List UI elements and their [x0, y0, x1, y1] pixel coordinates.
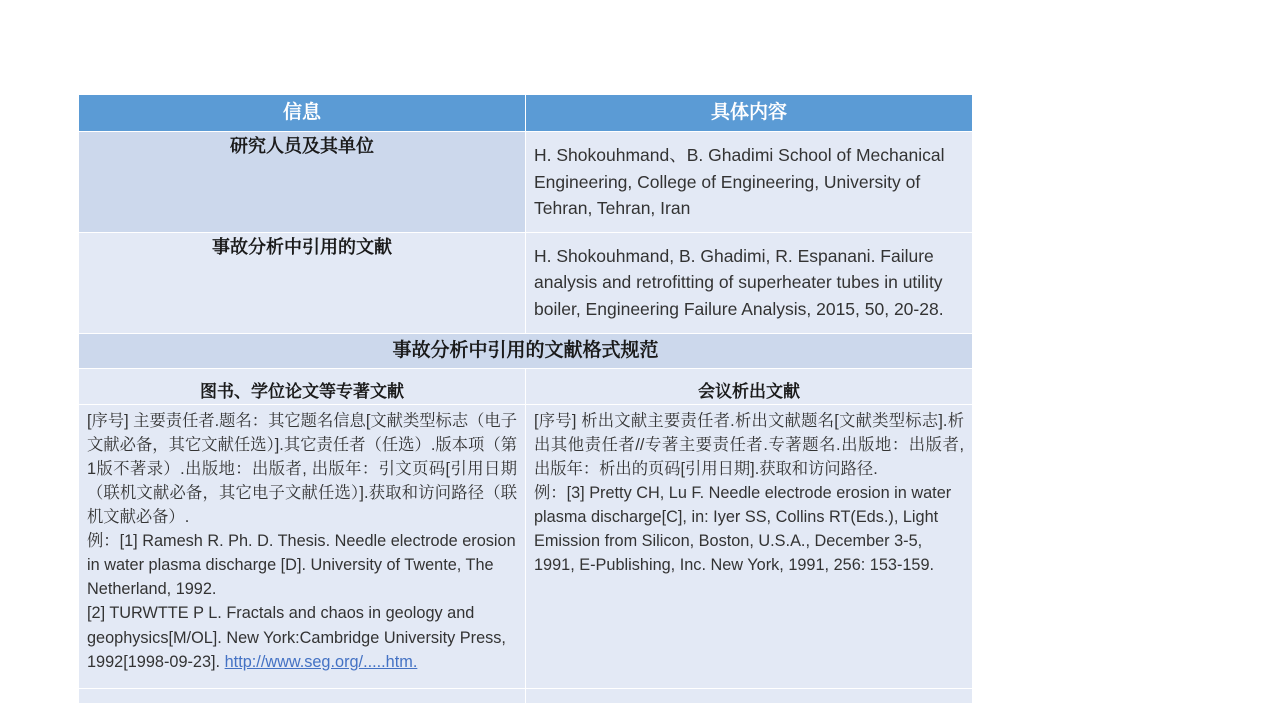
monograph-example-1: 例：[1] Ramesh R. Ph. D. Thesis. Needle electrode erosion in water plasma discharge [D]. University of Twente, The Netherland, 1992. [87, 532, 516, 599]
table-row [79, 232, 973, 333]
monograph-spec-text: [序号] 主要责任者.题名：其它题名信息[文献类型标志（电子文献必备，其它文献任选）].其它责任者（任选）.版本项（第1版不著录）.出版地：出版者, 出版年：引文页码[引用日期（联机文献必备，其它电子文献任选）].获取和访问路径（联机文献必备）. [87, 411, 517, 526]
row-content-researchers: H. Shokouhmand、B. Ghadimi School of Mechanical Engineering, College of Engineering, University of Tehran, Tehran, Iran [526, 132, 973, 233]
subhead-monograph: 图书、学位论文等专著文献 [79, 368, 526, 404]
reference-table [78, 94, 973, 704]
table-row [79, 132, 973, 233]
monograph-example-2-link[interactable]: http://www.seg.org/.....htm. [224, 652, 418, 671]
conference-example-1: 例：[3] Pretty CH, Lu F. Needle electrode erosion in water plasma discharge[C], in: Iyer SS, Collins RT(Eds.), Light Emission from Silicon, Boston, U.S.A., December 3-5, 1991, E-Publishing, Inc. New York, 1991, 256: 153-159. [534, 483, 952, 575]
row-label-researchers: 研究人员及其单位 [79, 132, 526, 233]
monograph-example-2-text: [2] TURWTTE P L. Fractals and chaos in geology and geophysics[M/OL]. New York:Cambridge University Press, 1992[1998-09-23]. [87, 604, 506, 671]
body-conference [526, 404, 973, 688]
body-monograph [79, 404, 526, 688]
table-header-row [79, 95, 973, 132]
table-bottom-spacer [79, 688, 973, 703]
section-bar-row [79, 333, 973, 368]
spacer-cell-left [79, 688, 526, 703]
table-header-content: 具体内容 [526, 95, 973, 132]
monograph-example-2 [87, 601, 517, 673]
subhead-conference: 会议析出文献 [526, 368, 973, 404]
row-content-cited-reference: H. Shokouhmand, B. Ghadimi, R. Espanani. Failure analysis and retrofitting of superheater tubes in utility boiler, Engineering Failure Analysis, 2015, 50, 20-28. [526, 232, 973, 333]
format-body-row [79, 404, 973, 688]
conference-spec-text: [序号] 析出文献主要责任者.析出文献题名[文献类型标志].析出其他责任者//专著主要责任者.专著题名.出版地：出版者, 出版年：析出的页码[引用日期].获取和访问路径. [534, 411, 964, 478]
row-label-cited-reference: 事故分析中引用的文献 [79, 232, 526, 333]
table-header-info: 信息 [79, 95, 526, 132]
section-bar-format-spec: 事故分析中引用的文献格式规范 [79, 333, 973, 368]
spacer-cell-right [526, 688, 973, 703]
format-subhead-row [79, 368, 973, 404]
